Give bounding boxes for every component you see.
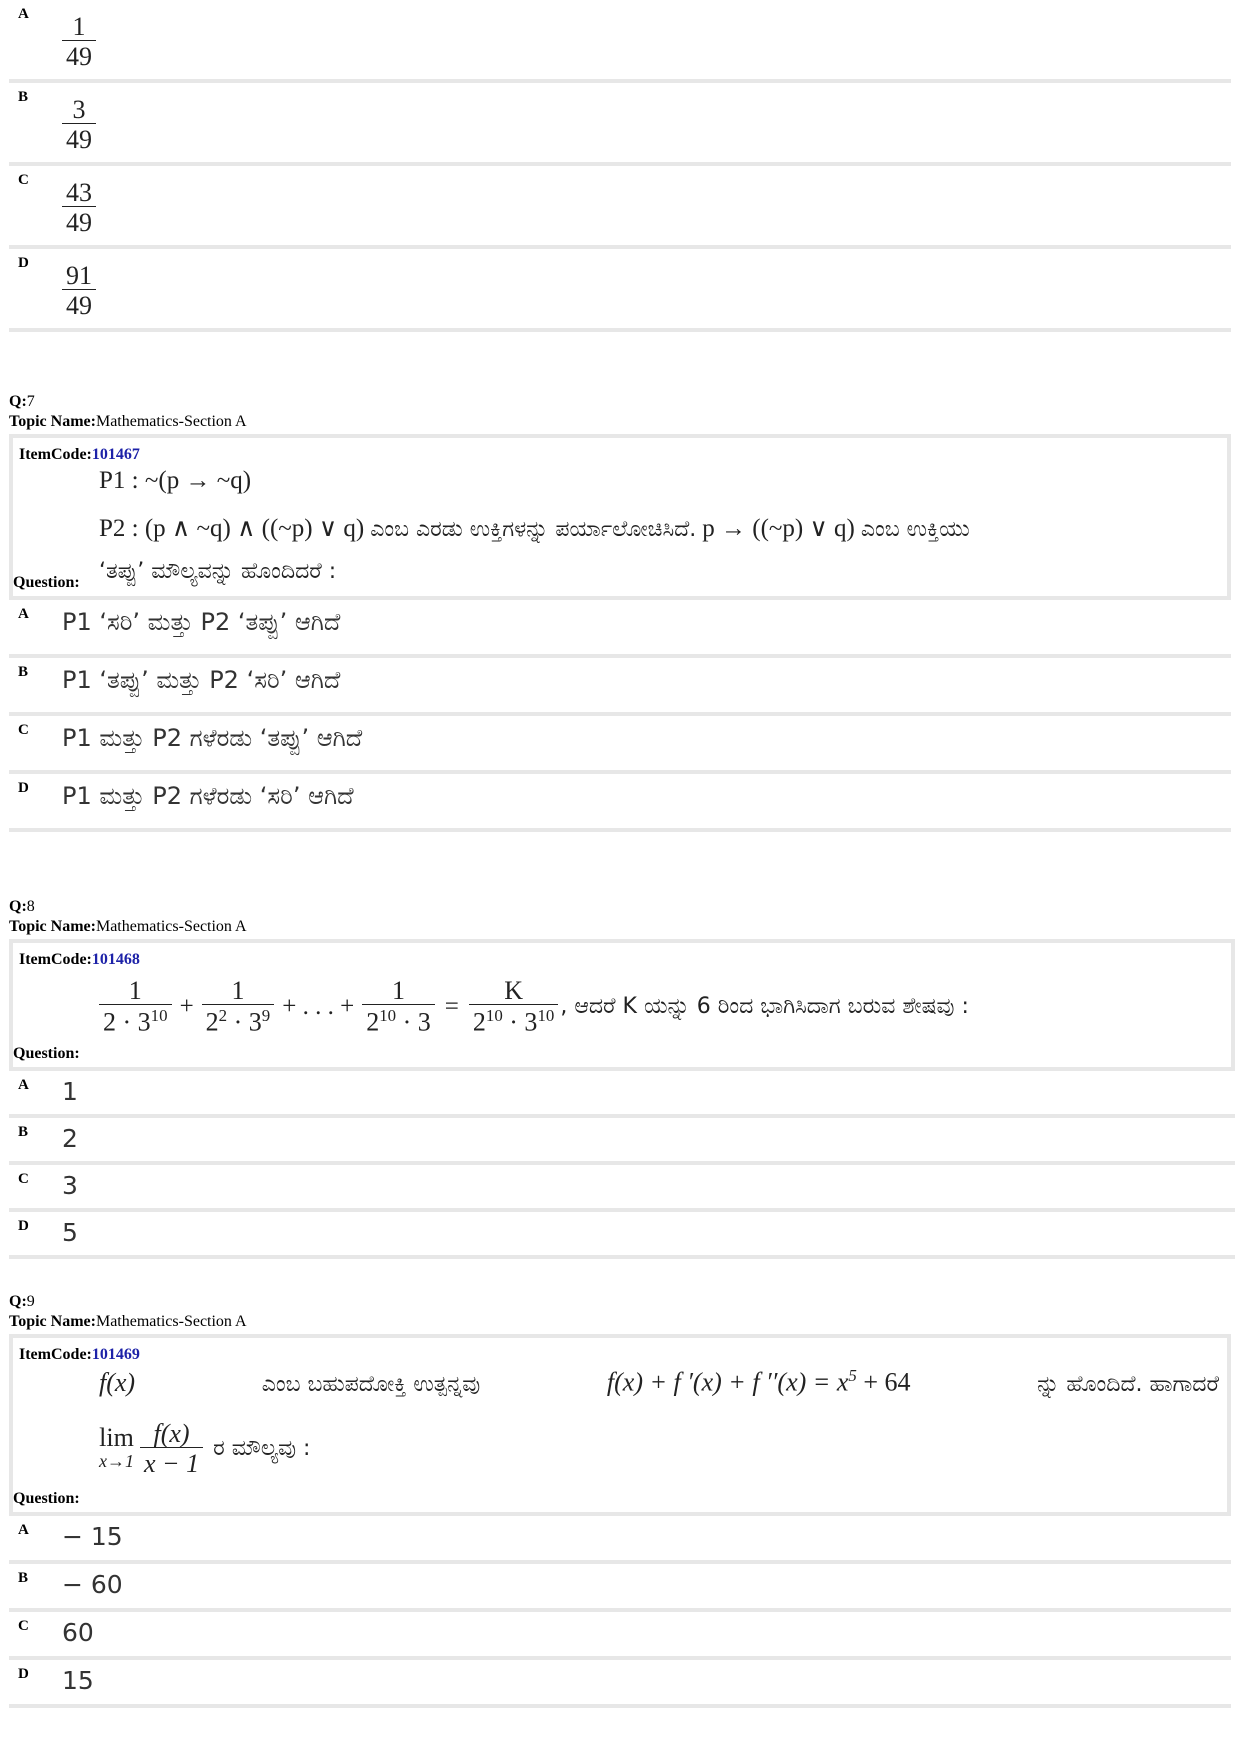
option-letter: A xyxy=(9,1071,48,1114)
option-row[interactable] xyxy=(9,1165,1235,1208)
fraction-term-1: $\frac{1}{2 \cdot 3^{10}}$ xyxy=(99,977,172,1036)
option-fraction: $\frac{43}{49}$ xyxy=(62,179,96,237)
option-row[interactable] xyxy=(9,166,1231,245)
function-name: f(x) xyxy=(99,1367,136,1397)
option-fraction: $\frac{3}{49}$ xyxy=(62,96,96,154)
question-line-text: ‘ತಪ್ಪು’ ಮೌಲ್ಯವನ್ನು ಹೊಂದಿದರೆ : xyxy=(99,559,337,584)
question-9 xyxy=(9,1292,1231,1708)
fraction-term-2: $\frac{1}{2^2 \cdot 3^9}$ xyxy=(202,977,275,1036)
option-row[interactable] xyxy=(9,774,1231,828)
option-row[interactable] xyxy=(9,1612,1231,1656)
question-box xyxy=(9,1334,1231,1512)
question-box xyxy=(9,434,1231,596)
option-letter: C xyxy=(9,716,48,770)
option-letter: C xyxy=(9,166,48,245)
item-code: ItemCode:101468 xyxy=(19,951,140,968)
option-letter: C xyxy=(9,1612,48,1656)
option-row[interactable] xyxy=(9,658,1231,712)
option-row[interactable] xyxy=(9,0,1231,79)
topic-name: Topic Name:Mathematics-Section A xyxy=(9,413,247,430)
question-label: Question: xyxy=(13,574,80,591)
option-row[interactable] xyxy=(9,1564,1231,1608)
q7-options xyxy=(9,596,1231,832)
question-number: Q:7 xyxy=(9,393,35,410)
q9-options xyxy=(9,1512,1231,1708)
option-fraction: $\frac{1}{49}$ xyxy=(62,13,96,71)
question-label: Question: xyxy=(13,1490,80,1507)
option-letter: A xyxy=(9,600,48,654)
q8-options xyxy=(9,1067,1235,1259)
option-text: − 60 xyxy=(48,1564,1231,1608)
statement-p1: P1 : ~(p → ~q) xyxy=(99,467,252,494)
option-letter: B xyxy=(9,83,48,162)
option-text: 5 xyxy=(48,1212,1235,1255)
q6-options xyxy=(9,0,1231,332)
question-line-text: ರ ಮೌಲ್ಯವು : xyxy=(213,1435,311,1461)
question-line-text: , ಆದರೆ K ಯನ್ನು 6 ರಿಂದ ಭಾಗಿಸಿದಾಗ ಬರುವ ಶೇಷವು : xyxy=(560,994,969,1020)
question-line-text: ನ್ನು ಹೊಂದಿದೆ. ಹಾಗಾದರೆ xyxy=(1037,1371,1219,1397)
question-text: $\frac{1}{2 \cdot 3^{10}}$ + $\frac{1}{2^2 \cdot 3^9}$ + . . . + $\frac{1}{2^{10} \cdot 3}$ = $\frac{K}{2^{10} \cdot 3^{10}}$ , ಆದರೆ K ಯನ್ನು 6 ರಿಂದ ಭಾಗಿಸಿದಾಗ ಬರುವ ಶೇಷವು : xyxy=(99,977,969,1036)
question-box xyxy=(9,939,1235,1067)
fraction-term-k: $\frac{K}{2^{10} \cdot 3^{10}}$ xyxy=(469,977,558,1036)
topic-name: Topic Name:Mathematics-Section A xyxy=(9,918,247,935)
option-text: P1 ಮತ್ತು P2 ಗಳೆರಡು ‘ಸರಿ’ ಆಗಿದೆ xyxy=(48,774,1231,828)
option-letter: D xyxy=(9,774,48,828)
question-text xyxy=(99,1366,1219,1477)
exam-page xyxy=(9,0,1231,1695)
option-text: − 15 xyxy=(48,1516,1231,1560)
question-text xyxy=(99,464,970,589)
question-8 xyxy=(9,897,1235,1259)
option-letter: B xyxy=(9,1564,48,1608)
option-text: 15 xyxy=(48,1660,1231,1704)
option-text: P1 ‘ಸರಿ’ ಮತ್ತು P2 ‘ತಪ್ಪು’ ಆಗಿದೆ xyxy=(48,600,1231,654)
option-row[interactable] xyxy=(9,1516,1231,1560)
item-code: ItemCode:101469 xyxy=(19,1346,140,1363)
option-letter: B xyxy=(9,1118,48,1161)
option-text: 3 xyxy=(48,1165,1235,1208)
option-fraction: $\frac{91}{49}$ xyxy=(62,262,96,320)
option-row[interactable] xyxy=(9,1071,1235,1114)
option-row[interactable] xyxy=(9,1212,1235,1255)
question-line-text: ಎಂಬ ಉಕ್ತಿಯು xyxy=(860,517,970,542)
question-number: Q:8 xyxy=(9,898,35,915)
item-code: ItemCode:101467 xyxy=(19,446,140,463)
option-text: 1 xyxy=(48,1071,1235,1114)
option-row[interactable] xyxy=(9,1118,1235,1161)
question-line-text: ಎಂಬ ಬಹುಪದೋಕ್ತಿ ಉತ್ಪನ್ನವು xyxy=(261,1371,481,1397)
option-row[interactable] xyxy=(9,600,1231,654)
option-row[interactable] xyxy=(9,716,1231,770)
limit-operator: lim x→1 xyxy=(99,1423,134,1472)
option-letter: A xyxy=(9,0,48,79)
limit-fraction: $\frac{f(x)}{x - 1}$ xyxy=(140,1420,203,1478)
option-row[interactable] xyxy=(9,249,1231,328)
question-number: Q:9 xyxy=(9,1293,35,1310)
statement-p2: P2 : (p ∧ ~q) ∧ ((~p) ∨ q) xyxy=(99,515,365,542)
option-row[interactable] xyxy=(9,83,1231,162)
option-letter: D xyxy=(9,249,48,328)
fraction-term-3: $\frac{1}{2^{10} \cdot 3}$ xyxy=(362,977,435,1036)
topic-name: Topic Name:Mathematics-Section A xyxy=(9,1313,247,1330)
option-letter: D xyxy=(9,1212,48,1255)
option-letter: B xyxy=(9,658,48,712)
statement-p3: p → ((~p) ∨ q) xyxy=(702,515,855,542)
option-text: 60 xyxy=(48,1612,1231,1656)
option-text: 2 xyxy=(48,1118,1235,1161)
option-letter: A xyxy=(9,1516,48,1560)
option-letter: C xyxy=(9,1165,48,1208)
option-row[interactable] xyxy=(9,1660,1231,1704)
question-line-text: ಎಂಬ ಎರಡು ಉಕ್ತಿಗಳನ್ನು ಪರ್ಯಾಲೋಚಿಸಿದೆ. xyxy=(370,517,697,542)
option-letter: D xyxy=(9,1660,48,1704)
question-7 xyxy=(9,392,1231,832)
question-label: Question: xyxy=(13,1045,80,1062)
polynomial-equation: f(x) + f ′(x) + f $''(x) = x^5 + 64$ xyxy=(606,1366,911,1397)
option-text: P1 ‘ತಪ್ಪು’ ಮತ್ತು P2 ‘ಸರಿ’ ಆಗಿದೆ xyxy=(48,658,1231,712)
option-text: P1 ಮತ್ತು P2 ಗಳೆರಡು ‘ತಪ್ಪು’ ಆಗಿದೆ xyxy=(48,716,1231,770)
